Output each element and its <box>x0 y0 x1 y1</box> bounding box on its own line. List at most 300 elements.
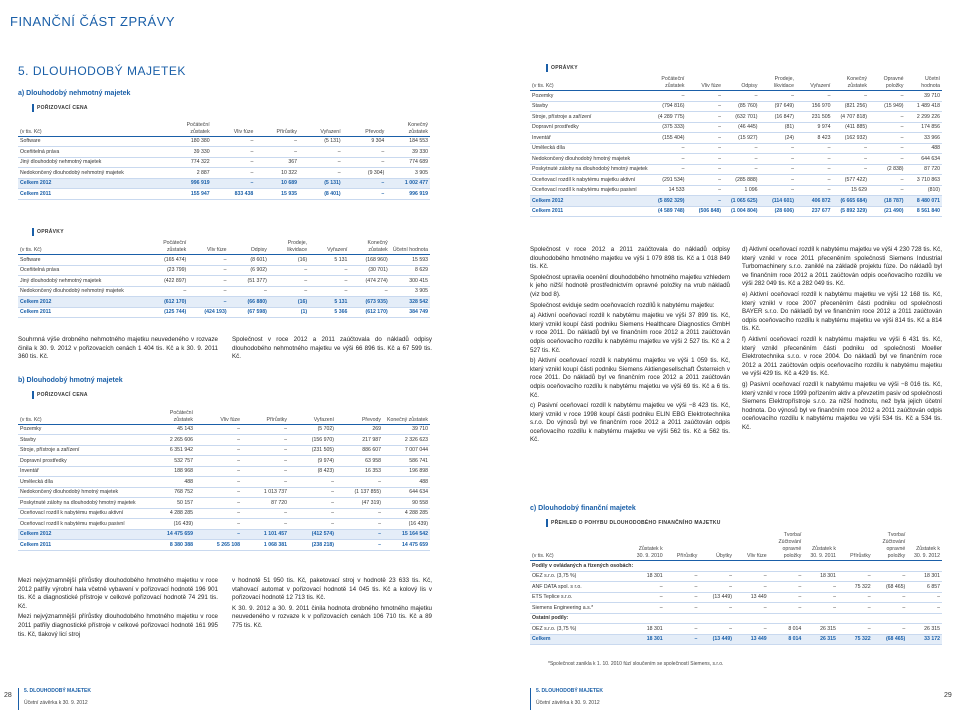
table-row <box>18 498 430 509</box>
cell-value: – <box>289 498 336 509</box>
cell-value: 217 987 <box>336 435 383 446</box>
table-row <box>18 529 430 540</box>
cell-value: (5 131) <box>299 136 343 147</box>
cell-value: (412 574) <box>289 529 336 540</box>
cell-value: – <box>195 487 242 498</box>
row-label: Celkem <box>530 634 630 645</box>
cell-value: – <box>833 154 870 165</box>
row-label: Poskytnuté zálohy na dlouhodobý hmotný majetek <box>530 164 650 175</box>
cell-value: 63 958 <box>336 456 383 467</box>
cell-value: 75 322 <box>838 582 873 593</box>
cell-value: 2 265 606 <box>148 435 195 446</box>
row-label: Nedokončený dlouhodobý hmotný majetek <box>18 487 148 498</box>
cell-value: 6 857 <box>907 582 942 593</box>
cell-value: (8 401) <box>299 189 343 200</box>
subsection-b-title: b) Dlouhodobý hmotný majetek <box>18 377 123 384</box>
cell-value: – <box>289 508 336 519</box>
cell-value: 18 301 <box>630 571 665 582</box>
cell-value: – <box>336 540 383 551</box>
cell-value: (291 534) <box>650 175 687 186</box>
table-row <box>18 255 430 266</box>
paragraph: d) Aktivní oceňovací rozdíl k nabytému majetku ve výši 4 230 728 tis. Kč, který vznikl v roce 2011 přeceněním společnosti Siemens Industrial Turbomachinery s.r.o. zaniklé na základě projektu fúze. Do nákladů byl ve finančním roce 2012 a 2011 zaúčtován odpis oceňovacího rozdílu ve výši 282 049 tis. Kč a 282 049 tis. Kč. <box>742 246 942 288</box>
cell-value: – <box>195 508 242 519</box>
row-label: OEZ s.r.o. (3,75 %) <box>530 624 630 635</box>
row-label: Celkem 2012 <box>18 178 168 189</box>
cell-value: – <box>803 603 838 614</box>
cell-value: – <box>242 466 289 477</box>
cell-value: – <box>687 143 724 154</box>
tangible-acquisition-table <box>18 404 430 551</box>
cell-value: – <box>687 154 724 165</box>
cell-value: 5 131 <box>309 255 349 266</box>
cell-value: 4 288 285 <box>383 508 430 519</box>
cell-value: – <box>188 286 228 297</box>
row-label: Oceňovací rozdíl k nabytému majetku aktivní <box>530 175 650 186</box>
cell-value: – <box>769 592 804 603</box>
cell-value: (68 465) <box>873 582 908 593</box>
cell-value: 45 143 <box>148 424 195 435</box>
row-label: Umělecká díla <box>18 477 148 488</box>
cell-value: (16 847) <box>760 112 797 123</box>
paragraph: f) Aktivní oceňovací rozdíl k nabytému majetku ve výši 6 431 tis. Kč, který vznikl přeceněním části podniku od společnosti Moeller Elektrotechnika s.r.o. v roce 2004. Do nákladů byl ve finančním roce 2012 a 2011 zaúčtován odpis oceňovacího rozdílu k nabytému majetku ve výši 429 tis. Kč a 429 tis. Kč. <box>742 335 942 378</box>
column-header: Odpisy <box>229 240 269 255</box>
row-label: Stroje, přístroje a zařízení <box>18 445 148 456</box>
cell-value: (4 707 818) <box>833 112 870 123</box>
cell-value: 75 322 <box>838 634 873 645</box>
cell-value: (8 601) <box>229 255 269 266</box>
row-label: Oceňovací rozdíl k nabytému majetku pasivní <box>18 519 148 530</box>
row-label: Celkem 2011 <box>530 206 650 217</box>
row-label: Celkem 2012 <box>18 529 148 540</box>
cell-value: – <box>269 265 309 276</box>
cell-value: – <box>796 154 833 165</box>
cell-value: – <box>723 164 760 175</box>
cell-value: – <box>242 477 289 488</box>
cell-value: 644 634 <box>383 487 430 498</box>
cell-value: – <box>195 424 242 435</box>
cell-value: (6 665 684) <box>833 196 870 207</box>
cell-value: (1 137 855) <box>336 487 383 498</box>
cell-value: (21 490) <box>869 206 906 217</box>
row-label: ANF DATA spol. s r.o. <box>530 582 630 593</box>
cell-value: – <box>630 582 665 593</box>
cell-value: (66 880) <box>229 297 269 308</box>
cell-value: – <box>188 276 228 287</box>
cell-value: 774 689 <box>386 157 430 168</box>
table-row <box>530 175 942 186</box>
cell-value: 2 326 623 <box>383 435 430 446</box>
cell-value: – <box>838 592 873 603</box>
cell-value: 9 974 <box>796 122 833 133</box>
column-header: Prodeje, likvidace <box>760 76 797 91</box>
cell-value: – <box>723 143 760 154</box>
cell-value: 269 <box>336 424 383 435</box>
cell-value: (9 974) <box>289 456 336 467</box>
cell-value: (16) <box>269 255 309 266</box>
cell-value: (612 170) <box>148 297 188 308</box>
column-header: Počáteční zůstatek <box>650 76 687 91</box>
cell-value: (46 445) <box>723 122 760 133</box>
cell-value: (30 701) <box>349 265 389 276</box>
cell-value: (4 289 775) <box>650 112 687 123</box>
column-header: (v tis. Kč) <box>18 116 168 136</box>
cell-value: – <box>873 571 908 582</box>
cell-value: 196 898 <box>383 466 430 477</box>
cell-value: – <box>869 143 906 154</box>
cell-value: 1 068 381 <box>242 540 289 551</box>
column-header: (v tis. Kč) <box>530 532 630 561</box>
cell-value: – <box>195 529 242 540</box>
cell-value: 3 905 <box>390 286 430 297</box>
table-row <box>18 519 430 530</box>
table-row <box>530 196 942 207</box>
cell-value: (5 131) <box>299 178 343 189</box>
cell-value: (5 702) <box>289 424 336 435</box>
cell-value: – <box>212 147 256 158</box>
cell-value: – <box>699 603 734 614</box>
subsection-a-title: a) Dlouhodobý nehmotný majetek <box>18 90 131 97</box>
intangible-acquisition-table <box>18 116 430 200</box>
cell-value: – <box>336 477 383 488</box>
cell-value: 33 966 <box>906 133 943 144</box>
cell-value: – <box>195 477 242 488</box>
table-row <box>530 122 942 133</box>
cell-value: – <box>195 435 242 446</box>
table-row <box>530 91 942 102</box>
cell-value: – <box>289 487 336 498</box>
cell-value: (97 649) <box>760 101 797 112</box>
cell-value: (81) <box>760 122 797 133</box>
cell-value: (2 838) <box>869 164 906 175</box>
cell-value: 488 <box>906 143 943 154</box>
cell-value: – <box>760 91 797 102</box>
cell-value: – <box>195 456 242 467</box>
table-row <box>530 101 942 112</box>
cell-value: – <box>650 164 687 175</box>
row-label: Celkem 2011 <box>18 189 168 200</box>
cell-value: 33 172 <box>907 634 942 645</box>
cell-value: – <box>188 255 228 266</box>
cell-value: (16 439) <box>148 519 195 530</box>
cell-value: – <box>195 466 242 477</box>
cell-value: 231 505 <box>796 112 833 123</box>
label-porizovaci-cena-2: POŘIZOVACÍ CENA <box>32 391 88 399</box>
cell-value: – <box>343 178 387 189</box>
row-label: Umělecká díla <box>530 143 650 154</box>
cell-value: (165 474) <box>148 255 188 266</box>
label-opravky-1: OPRÁVKY <box>32 228 64 236</box>
page-number-right: 29 <box>944 692 952 699</box>
cell-value: – <box>650 91 687 102</box>
cell-value: (114 601) <box>760 196 797 207</box>
table-row <box>18 168 430 179</box>
table-row <box>530 592 942 603</box>
cell-value: – <box>833 143 870 154</box>
cell-value: – <box>188 265 228 276</box>
row-label: Oceňovací rozdíl k nabytému majetku pasivní <box>530 185 650 196</box>
cell-value: – <box>769 603 804 614</box>
column-header: Vyřazení <box>309 240 349 255</box>
row-label: Oceňovací rozdíl k nabytému majetku aktivní <box>18 508 148 519</box>
column-header: Počáteční zůstatek <box>168 116 212 136</box>
cell-value: 18 301 <box>803 571 838 582</box>
cell-value: – <box>212 168 256 179</box>
cell-value: – <box>873 603 908 614</box>
cell-value: – <box>309 276 349 287</box>
subsection-c-title: c) Dlouhodobý finanční majetek <box>530 505 636 512</box>
cell-value: 8 014 <box>769 634 804 645</box>
cell-value: – <box>803 592 838 603</box>
column-header: Zůstatek k 30. 9. 2012 <box>907 532 942 561</box>
cell-value: (673 935) <box>349 297 389 308</box>
cell-value: – <box>665 603 700 614</box>
cell-value: – <box>760 175 797 186</box>
paragraph: c) Pasivní oceňovací rozdíl k nabytému majetku ve výši −8 423 tis. Kč, který vznikl v roce 1998 koupí části podniku ELIN EBG Elektrotechnika s.r.o. Do výnosů byl ve finančním roce 2012 a 2011 zaúčtován odpis oceňovacího rozdílu k nabytému majetku ve výši 562 tis. Kč a 562 tis. Kč. <box>530 402 730 444</box>
paragraph: Společnost v roce 2012 a 2011 zaúčtovala do nákladů odpisy dlouhodobého hmotného majetku ve výši 1 079 898 tis. Kč a 1 018 849 tis. Kč. <box>530 246 730 271</box>
table-row <box>530 206 942 217</box>
cell-value: (51 377) <box>229 276 269 287</box>
paragraph-b-right <box>232 577 432 631</box>
row-label: Stavby <box>530 101 650 112</box>
cell-value: – <box>687 91 724 102</box>
column-header: Konečný zůstatek <box>349 240 389 255</box>
row-label: Inventář <box>530 133 650 144</box>
column-header: Opravné položky <box>869 76 906 91</box>
cell-value: – <box>242 456 289 467</box>
cell-value: (24) <box>760 133 797 144</box>
page-title: FINANČNÍ ČÁST ZPRÁVY <box>10 14 176 29</box>
cell-value: 26 315 <box>907 624 942 635</box>
table-row <box>530 582 942 593</box>
cell-value: 174 856 <box>906 122 943 133</box>
cell-value: 8 380 388 <box>148 540 195 551</box>
cell-value: 8 629 <box>390 265 430 276</box>
cell-value: – <box>665 582 700 593</box>
cell-value: – <box>229 286 269 297</box>
table-row <box>530 185 942 196</box>
cell-value: 8 014 <box>769 624 804 635</box>
financial-note: *Společnost zanikla k 1. 10. 2010 fúzí sloučením se společností Siemens, s.r.o. <box>548 661 724 667</box>
cell-value: 50 157 <box>148 498 195 509</box>
row-label: Software <box>18 136 168 147</box>
row-label: Poskytnuté zálohy na dlouhodobý hmotný majetek <box>18 498 148 509</box>
cell-value: (810) <box>906 185 943 196</box>
cell-value: – <box>630 603 665 614</box>
cell-value: – <box>242 445 289 456</box>
cell-value: (5 892 329) <box>833 206 870 217</box>
column-header: Přírůstky <box>838 532 873 561</box>
cell-value: (4 589 748) <box>650 206 687 217</box>
cell-value: – <box>699 624 734 635</box>
cell-value: (13 449) <box>699 634 734 645</box>
cell-value: – <box>336 529 383 540</box>
cell-value: 87 720 <box>906 164 943 175</box>
label-porizovaci-cena-1: POŘIZOVACÍ CENA <box>32 104 88 112</box>
cell-value: 13 449 <box>734 634 769 645</box>
row-label: Stavby <box>18 435 148 446</box>
cell-value: (422 897) <box>148 276 188 287</box>
cell-value: 14 475 659 <box>148 529 195 540</box>
row-label: Nedokončený dlouhodobý nehmotný majetek <box>18 168 168 179</box>
row-label: Celkem 2012 <box>18 297 148 308</box>
cell-value: (821 256) <box>833 101 870 112</box>
cell-value: (1 065 625) <box>723 196 760 207</box>
cell-value: – <box>873 624 908 635</box>
cell-value: (411 885) <box>833 122 870 133</box>
cell-value: 16 353 <box>336 466 383 477</box>
table-row <box>18 297 430 308</box>
row-label: Siemens Engineering a.s.* <box>530 603 630 614</box>
cell-value: 26 315 <box>803 634 838 645</box>
paragraph-b-left <box>18 577 218 639</box>
column-header: Vliv fúze <box>188 240 228 255</box>
cell-value: 996 919 <box>168 178 212 189</box>
cell-value: 8 480 071 <box>906 196 943 207</box>
column-header: (v tis. Kč) <box>18 240 148 255</box>
column-header: Konečný zůstatek <box>386 116 430 136</box>
cell-value: 87 720 <box>242 498 289 509</box>
cell-value: 14 533 <box>650 185 687 196</box>
cell-value: – <box>650 143 687 154</box>
cell-value: 488 <box>148 477 195 488</box>
table-row <box>530 571 942 582</box>
row-label: Jiný dlouhodobý nehmotný majetek <box>18 276 148 287</box>
cell-value: – <box>699 582 734 593</box>
row-label: Celkem 2012 <box>530 196 650 207</box>
cell-value: 18 301 <box>630 624 665 635</box>
cell-value: – <box>148 286 188 297</box>
cell-value: 5 131 <box>309 297 349 308</box>
cell-value: – <box>869 185 906 196</box>
row-label: Pozemky <box>530 91 650 102</box>
cell-value: 39 710 <box>383 424 430 435</box>
cell-value: 996 919 <box>386 189 430 200</box>
cell-value: – <box>299 157 343 168</box>
cell-value: – <box>195 519 242 530</box>
table-row <box>18 466 430 477</box>
cell-value: – <box>760 143 797 154</box>
row-label: Dopravní prostředky <box>18 456 148 467</box>
cell-value: 39 710 <box>906 91 943 102</box>
cell-value: 3 710 863 <box>906 175 943 186</box>
cell-value: (125 744) <box>148 307 188 318</box>
table-row <box>18 456 430 467</box>
cell-value: – <box>349 286 389 297</box>
cell-value: (16 439) <box>383 519 430 530</box>
cell-value: 188 968 <box>148 466 195 477</box>
cell-value: – <box>803 582 838 593</box>
paragraph: Společnost upravila ocenění dlouhodobého hmotného majetku vzhledem k jeho nižší hodnotě prostřednictvím opravné položky na vrub nákladů (viz bod 8). <box>530 273 730 298</box>
column-header: Přírůstky <box>665 532 700 561</box>
column-header: Konečný zůstatek <box>383 404 430 424</box>
cell-value: 833 438 <box>212 189 256 200</box>
cell-value: 6 351 942 <box>148 445 195 456</box>
paragraph: g) Pasivní oceňovací rozdíl k nabytému majetku ve výši −8 016 tis. Kč, který vznikl v roce 1999 pořízením aktiv a převzetím pasiv od společnosti Siemens Elektropřístroje s.r.o. za nižší hodnotu, než byla jejich účetní hodnota. Do výnosů byl ve finančním roce 2012 a 2011 zaúčtován odpis oceňovacího rozdílu k nabytému majetku ve výši 534 tis. Kč a 534 tis. Kč. <box>742 380 942 431</box>
cell-value: – <box>833 164 870 175</box>
cell-value: – <box>343 189 387 200</box>
table-row <box>18 157 430 168</box>
cell-value: – <box>212 178 256 189</box>
cell-value: 39 330 <box>168 147 212 158</box>
column-header: Počáteční zůstatek <box>148 404 195 424</box>
paragraph-b2: Mezi nejvýznamnější přírůstky dlouhodobého hmotného majetku v roce 2011 patřily diagnostické přístroje v celkové pořizovací hodnotě 161 995 tis. Kč, tlakový licí stroj <box>18 613 218 638</box>
paragraph-b3: v hodnotě 51 950 tis. Kč, paketovací stroj v hodnotě 23 633 tis. Kč, vtahovací automat v pořizovací hodnotě 14 045 tis. Kč a kolový lis v pořizovací hodnotě 12 713 tis. Kč. <box>232 577 432 602</box>
cell-value: 5 366 <box>309 307 349 318</box>
cell-value: 2 299 226 <box>906 112 943 123</box>
cell-value: – <box>760 154 797 165</box>
cell-value: 180 380 <box>168 136 212 147</box>
cell-value: – <box>299 147 343 158</box>
cell-value: – <box>869 91 906 102</box>
cell-value: – <box>723 91 760 102</box>
column-header: Převody <box>336 404 383 424</box>
cell-value: 18 301 <box>907 571 942 582</box>
cell-value: 18 301 <box>630 634 665 645</box>
row-label: ETS Teplice s.r.o. <box>530 592 630 603</box>
cell-value: 9 304 <box>343 136 387 147</box>
table-row <box>530 164 942 175</box>
cell-value: 15 593 <box>390 255 430 266</box>
cell-value: 90 558 <box>383 498 430 509</box>
row-label: Dopravní prostředky <box>530 122 650 133</box>
table-row <box>18 424 430 435</box>
cell-value: – <box>289 519 336 530</box>
table-row <box>18 136 430 147</box>
cell-value: (231 505) <box>289 445 336 456</box>
cell-value: – <box>212 157 256 168</box>
cell-value: 886 607 <box>336 445 383 456</box>
cell-value: – <box>687 133 724 144</box>
cell-value: – <box>242 508 289 519</box>
cell-value: (67 598) <box>229 307 269 318</box>
cell-value: (9 304) <box>343 168 387 179</box>
column-header: Převody <box>343 116 387 136</box>
table-row <box>18 147 430 158</box>
cell-value: – <box>289 477 336 488</box>
table-row <box>18 178 430 189</box>
cell-value: 328 542 <box>390 297 430 308</box>
column-header: Účetní hodnota <box>390 240 430 255</box>
cell-value: 10 322 <box>255 168 299 179</box>
column-header: Účetní hodnota <box>906 76 943 91</box>
cell-value: – <box>336 519 383 530</box>
cell-value: (8 423) <box>289 466 336 477</box>
cell-value: 155 947 <box>168 189 212 200</box>
financial-assets-table <box>530 532 942 645</box>
group-label: Podíly v ovládaných a řízených osobách: <box>530 561 942 572</box>
cell-value: (632 701) <box>723 112 760 123</box>
column-header: Odpisy <box>723 76 760 91</box>
cell-value: (47 319) <box>336 498 383 509</box>
column-header: Přírůstky <box>255 116 299 136</box>
cell-value: 15 935 <box>255 189 299 200</box>
cell-value: 5 265 108 <box>195 540 242 551</box>
table-row <box>530 133 942 144</box>
column-header: Tvorba/ Zúčtování opravné položky <box>873 532 908 561</box>
column-header: (v tis. Kč) <box>18 404 148 424</box>
footer-doc-right: Účetní závěrka k 30. 9. 2012 <box>536 700 600 706</box>
cell-value: – <box>195 498 242 509</box>
cell-value: – <box>796 164 833 175</box>
footer-doc-left: Účetní závěrka k 30. 9. 2012 <box>24 700 88 706</box>
row-label: Nedokončený dlouhodobý hmotný majetek <box>530 154 650 165</box>
cell-value: 13 449 <box>734 592 769 603</box>
cell-value: – <box>838 624 873 635</box>
row-label: OEZ s.r.o. (3,75 %) <box>530 571 630 582</box>
cell-value: 10 689 <box>255 178 299 189</box>
cell-value: – <box>212 136 256 147</box>
cell-value: – <box>309 265 349 276</box>
